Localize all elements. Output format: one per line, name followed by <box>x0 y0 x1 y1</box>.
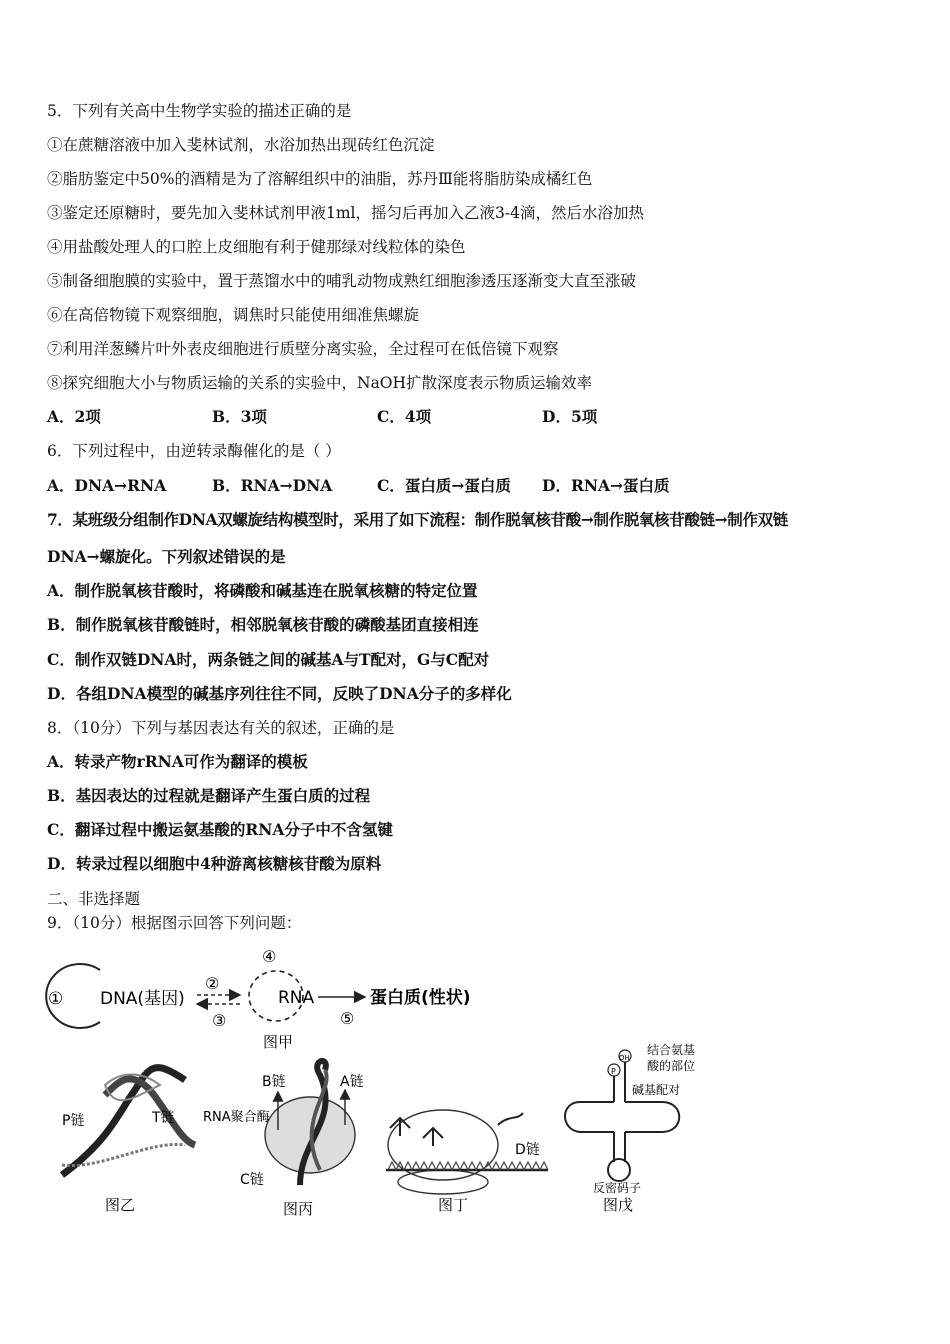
jia-dna-label: DNA(基因) <box>100 989 185 1009</box>
wu-site-line2: 酸的部位 <box>647 1059 696 1073</box>
jia-caption: 图甲 <box>263 1033 294 1051</box>
mrna-codons <box>388 1162 548 1170</box>
q8-option-c[interactable]: C．翻译过程中搬运氨基酸的RNA分子中不含氢键 <box>47 820 393 839</box>
jia-circ5: ⑤ <box>340 1009 355 1028</box>
q5-option-a[interactable]: A．2项 <box>47 407 101 426</box>
jia-circ3: ③ <box>212 1011 227 1030</box>
bing-a-chain: A链 <box>340 1074 364 1090</box>
wu-caption: 图戊 <box>603 1196 634 1214</box>
bing-c-chain: C链 <box>240 1172 264 1188</box>
q5-item-5: ⑤制备细胞膜的实验中，置于蒸馏水中的哺乳动物成熟红细胞渗透压逐渐变大直至涨破 <box>47 272 637 290</box>
jia-circ1: ① <box>48 989 64 1009</box>
q8-option-b[interactable]: B．基因表达的过程就是翻译产生蛋白质的过程 <box>47 786 371 805</box>
figure-bing <box>203 1061 364 1218</box>
figure-yi <box>62 1068 195 1214</box>
q6-option-d[interactable]: D．RNA→蛋白质 <box>542 476 670 495</box>
q7-option-a[interactable]: A．制作脱氧核苷酸时，将磷酸和碱基连在脱氧核糖的特定位置 <box>47 581 478 600</box>
q6-option-c[interactable]: C．蛋白质→蛋白质 <box>377 476 511 495</box>
q5-stem: 5．下列有关高中生物学实验的描述正确的是 <box>47 102 352 120</box>
q7-stem-line2: DNA→螺旋化。下列叙述错误的是 <box>47 547 286 566</box>
q5-item-2: ②脂肪鉴定中50%的酒精是为了溶解组织中的油脂，苏丹Ⅲ能将脂肪染成橘红色 <box>47 170 593 188</box>
figure-ding <box>386 1110 548 1214</box>
jia-circ2: ② <box>205 974 220 993</box>
q6-option-a[interactable]: A．DNA→RNA <box>47 476 167 495</box>
q5-option-c[interactable]: C．4项 <box>377 407 432 426</box>
q8-option-a[interactable]: A．转录产物rRNA可作为翻译的模板 <box>47 752 308 771</box>
anticodon-stem <box>614 1132 625 1162</box>
q5-item-6: ⑥在高倍物镜下观察细胞，调焦时只能使用细准焦螺旋 <box>47 306 420 324</box>
ribosome-small <box>398 1170 488 1194</box>
q9-figure <box>0 940 950 1270</box>
wu-p: P <box>611 1067 616 1076</box>
q7-option-c[interactable]: C．制作双链DNA时，两条链之间的碱基A与T配对，G与C配对 <box>47 650 490 669</box>
yi-p-chain: P链 <box>62 1113 85 1129</box>
section-heading: 二、非选择题 <box>47 890 141 908</box>
q5-item-8: ⑧探究细胞大小与物质运输的关系的实验中，NaOH扩散深度表示物质运输效率 <box>47 374 593 392</box>
q5-item-4: ④用盐酸处理人的口腔上皮细胞有利于健那绿对线粒体的染色 <box>47 238 466 256</box>
q6-stem: 6．下列过程中，由逆转录酶催化的是（ ） <box>47 442 341 460</box>
bing-caption: 图丙 <box>283 1200 314 1218</box>
ding-d-chain: D链 <box>515 1142 540 1158</box>
q5-option-b[interactable]: B．3项 <box>212 407 267 426</box>
q9-stem: 9．（10分）根据图示回答下列问题： <box>47 914 302 932</box>
q6-option-b[interactable]: B．RNA→DNA <box>212 476 333 495</box>
t-loop <box>625 1102 679 1132</box>
bing-enzyme: RNA聚合酶 <box>203 1110 270 1125</box>
q5-item-1: ①在蔗糖溶液中加入斐林试剂，水浴加热出现砖红色沉淀 <box>47 136 435 154</box>
figure-wu <box>565 1042 695 1214</box>
jia-circ4: ④ <box>262 947 277 966</box>
q8-stem: 8．（10分）下列与基因表达有关的叙述，正确的是 <box>47 719 395 737</box>
yi-caption: 图乙 <box>105 1196 136 1214</box>
wu-pairing: 碱基配对 <box>632 1083 681 1097</box>
yi-t-chain: T链 <box>152 1110 175 1126</box>
jia-rna-label: RNA <box>278 988 315 1008</box>
trna-2 <box>423 1128 443 1146</box>
q5-item-7: ⑦利用洋葱鳞片叶外表皮细胞进行质壁分离实验，全过程可在低倍镜下观察 <box>47 340 559 358</box>
wu-site-line1: 结合氨基 <box>647 1043 696 1057</box>
q5-option-d[interactable]: D．5项 <box>542 407 598 426</box>
q7-option-d[interactable]: D．各组DNA模型的碱基序列往往不同，反映了DNA分子的多样化 <box>47 684 512 703</box>
wu-anticodon: 反密码子 <box>593 1181 642 1195</box>
q5-item-3: ③鉴定还原糖时，要先加入斐林试剂甲液1ml，摇匀后再加入乙液3-4滴，然后水浴加热 <box>47 204 644 222</box>
q7-option-b[interactable]: B．制作脱氧核苷酸链时，相邻脱氧核苷酸的磷酸基团直接相连 <box>47 615 479 634</box>
q8-option-d[interactable]: D．转录过程以细胞中4种游离核糖核苷酸为原料 <box>47 854 382 873</box>
trna-1 <box>390 1118 410 1136</box>
d-loop <box>565 1102 614 1132</box>
wu-oh: OH <box>619 1054 630 1062</box>
bing-b-chain: B链 <box>262 1074 286 1090</box>
q7-stem-line1: 7．某班级分组制作DNA双螺旋结构模型时，采用了如下流程：制作脱氧核苷酸→制作脱氧核苷酸链→制作双链 <box>47 510 788 529</box>
figure-jia <box>46 947 470 1051</box>
jia-protein-label: 蛋白质(性状) <box>370 988 471 1008</box>
polypeptide-chain <box>498 1113 523 1125</box>
anticodon-loop <box>608 1159 630 1181</box>
ding-caption: 图丁 <box>438 1196 469 1214</box>
